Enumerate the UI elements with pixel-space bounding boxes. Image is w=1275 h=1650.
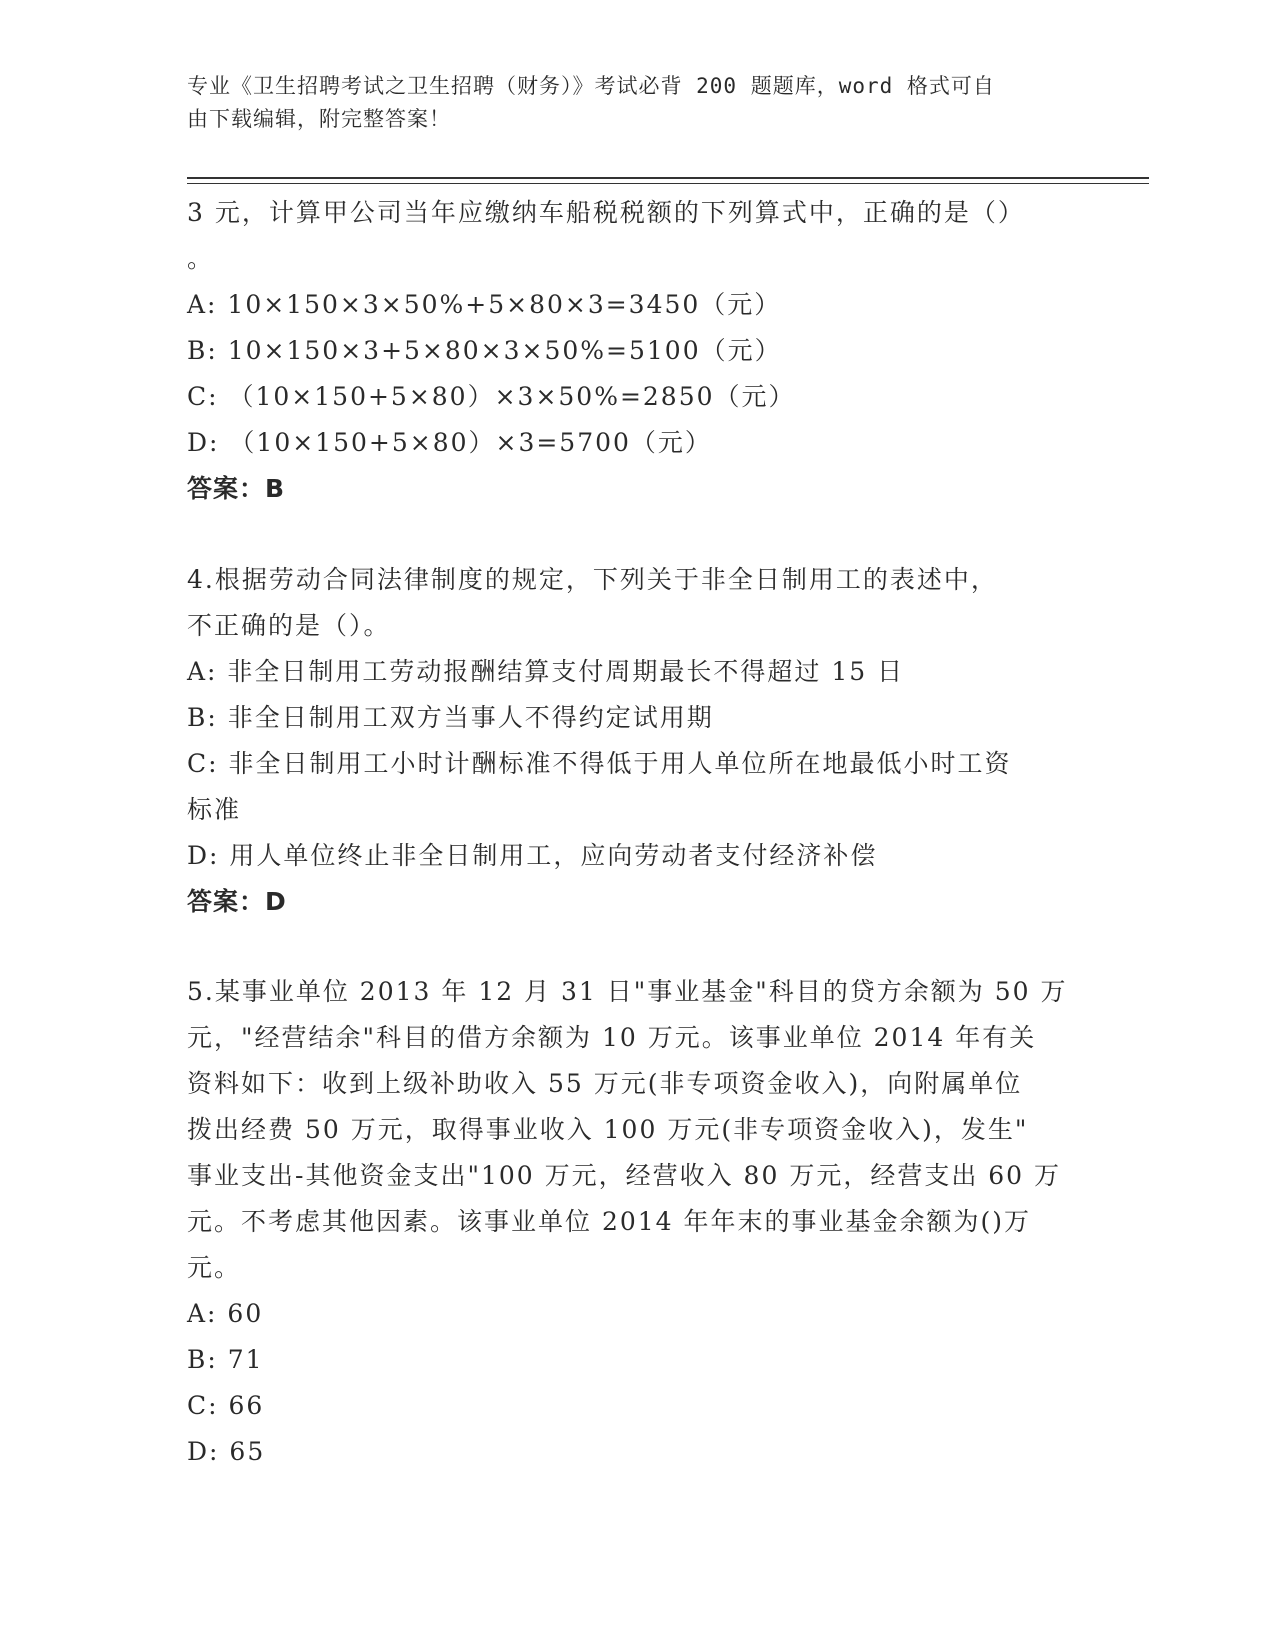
answer-label: 答案：D <box>187 887 287 916</box>
answer-label: 答案：B <box>187 474 286 503</box>
document-body <box>187 190 1077 1475</box>
option-b: B: 非全日制用工双方当事人不得约定试用期 <box>187 703 714 732</box>
header-rule-thick <box>187 177 1149 179</box>
option-c-continued: 标准 <box>187 795 242 824</box>
option-c: C: 非全日制用工小时计酬标准不得低于用人单位所在地最低小时工资 <box>187 749 1012 778</box>
option-b: B: 71 <box>187 1345 264 1374</box>
document-header <box>187 70 1067 136</box>
question-stem-line: 元。 <box>187 1253 242 1282</box>
option-d: D: （10×150+5×80）×3=5700（元） <box>187 428 712 457</box>
question-5 <box>187 969 1077 1475</box>
question-stem-line: 4.根据劳动合同法律制度的规定，下列关于非全日制用工的表述中， <box>187 565 998 594</box>
question-stem-line: 。 <box>187 244 215 273</box>
option-a: A: 60 <box>187 1299 264 1328</box>
question-spacer <box>187 512 1077 557</box>
option-c: C: 66 <box>187 1391 265 1420</box>
option-c: C: （10×150+5×80）×3×50%=2850（元） <box>187 382 796 411</box>
question-stem-line: 元，"经营结余"科目的借方余额为 10 万元。该事业单位 2014 年有关 <box>187 1023 1037 1052</box>
header-line-1: 专业《卫生招聘考试之卫生招聘（财务）》考试必背 200 题题库，word 格式可自 <box>187 74 995 98</box>
question-3 <box>187 190 1077 512</box>
option-b: B: 10×150×3+5×80×3×50%=5100（元） <box>187 336 782 365</box>
question-spacer <box>187 925 1077 969</box>
option-d: D: 用人单位终止非全日制用工，应向劳动者支付经济补偿 <box>187 841 878 870</box>
header-rule-thin <box>187 183 1149 184</box>
question-stem-line: 不正确的是（）。 <box>187 611 391 640</box>
question-stem-line: 5.某事业单位 2013 年 12 月 31 日"事业基金"科目的贷方余额为 50 万 <box>187 977 1068 1006</box>
question-stem-line: 3 元，计算甲公司当年应缴纳车船税税额的下列算式中，正确的是（） <box>187 198 1025 227</box>
header-line-2: 由下载编辑，附完整答案！ <box>187 107 451 131</box>
question-stem-line: 事业支出-其他资金支出"100 万元，经营收入 80 万元，经营支出 60 万 <box>187 1161 1062 1190</box>
option-a: A: 10×150×3×50%+5×80×3=3450（元） <box>187 290 782 319</box>
option-d: D: 65 <box>187 1437 266 1466</box>
question-stem-line: 资料如下：收到上级补助收入 55 万元(非专项资金收入)，向附属单位 <box>187 1069 1023 1098</box>
question-stem-line: 拨出经费 50 万元，取得事业收入 100 万元(非专项资金收入)，发生" <box>187 1115 1029 1144</box>
question-stem-line: 元。不考虑其他因素。该事业单位 2014 年年末的事业基金余额为()万 <box>187 1207 1032 1236</box>
question-4 <box>187 557 1077 925</box>
option-a: A: 非全日制用工劳动报酬结算支付周期最长不得超过 15 日 <box>187 657 905 686</box>
